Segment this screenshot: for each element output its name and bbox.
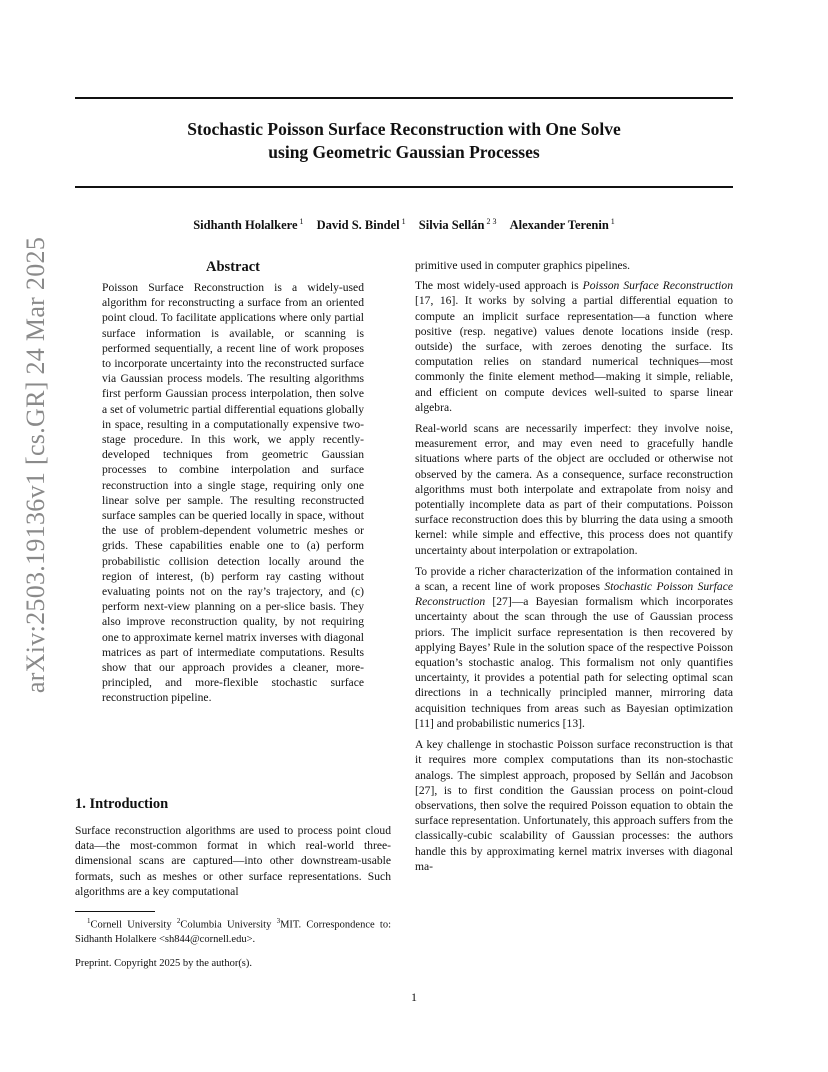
right-column (415, 258, 733, 880)
footnote-affiliation: Cornell University (90, 919, 177, 931)
author-name: David S. Bindel (316, 218, 400, 233)
paragraph-text: [27]—a Bayesian formalism which incorporates uncertainty about the scan through the use of Gaussian process priors. The implicit surface representation is then recovered by applying Bayes’ Rule in the solution space of the respective Poisson equation’s stochastic analog. This formalism not only quantifies uncertainty, it provides a potential path for selecting optimal scan directions in a technically principled manner, mirroring data acquisition techniques from areas such as Bayesian optimization [11] and probabilistic numerics [13]. (415, 595, 733, 730)
paragraph-text: The most widely-used approach is (415, 279, 583, 293)
title-top-rule (75, 97, 733, 99)
paragraph (415, 564, 733, 731)
arxiv-identifier-stamp (20, 236, 52, 694)
abstract-body: Poisson Surface Reconstruction is a widely-used algorithm for reconstructing a surface from an oriented point cloud. To facilitate applications where only partial surface information is available, or scanning is performed sequentially, a recent line of work proposes to incorporate uncertainty into the reconstructed surface via Gaussian process models. The resulting algorithms first perform Gaussian process interpolation, then solve a set of volumetric partial differential equations globally in space, resulting in a computationally expensive two-stage procedure. In this work, we apply recently-developed techniques from geometric Gaussian processes to combine interpolation and surface reconstruction into a single stage, requiring only one linear solve per sample. The resulting reconstructed surface samples can be queried locally in space, without the use of problem-dependent volumetric meshes or grids. These capabilities enable one to (a) perform probabilistic collision detection locally around the region of interest, (b) perform ray casting without evaluating points not on the ray’s trajectory, and (c) perform next-view planning on a per-slice basis. They also improve reconstruction quality, by not requiring one to approximate kernel matrix inverses with diagonal matrices as part of intermediate computations. Results show that our approach provides a cleaner, more-principled, and more-flexible stochastic surface reconstruction pipeline. (102, 281, 364, 705)
author (419, 218, 497, 232)
author-name: Silvia Sellán (418, 218, 485, 233)
paragraph: Real-world scans are necessarily imperfect: they involve noise, measurement error, and may even need to gracefully handle situations where parts of the object are occluded or otherwise not observed by the camera. As a consequence, surface reconstruction algorithms must both interpolate and extrapolate from noisy and potentially incomplete data as part of their computations. Poisson surface reconstruction does this by blurring the data using a smooth kernel: while simple and effective, this process does not quantify uncertainty about interpolation or extrapolation. (415, 422, 733, 557)
page-number: 1 (411, 990, 417, 1004)
arxiv-identifier-text: arXiv:2503.19136v1 [cs.GR] 24 Mar 2025 (21, 236, 50, 694)
affiliation-footnote (75, 914, 391, 947)
paragraph-text: [17, 16]. It works by solving a partial differential equation to compute an implicit surface representation—a function where positive (resp. negative) values denote locations inside (resp. outside) the surface, with zeroes denoting the surface. Its computation relies on standard numerical techniques—most commonly the finite element method—making it simple, reliable, and efficient on compute devices well-suited to sparse linear algebra. (415, 294, 733, 414)
author (193, 218, 303, 232)
author-affiliation-marker: 1 (299, 217, 304, 226)
author-list (75, 214, 733, 233)
left-column (75, 258, 391, 706)
emphasized-term: Poisson Surface Reconstruction (582, 279, 733, 293)
author-affiliation-marker: 2 3 (486, 217, 497, 226)
paragraph: A key challenge in stochastic Poisson surface reconstruction is that it requires more complex computations than its non-stochastic analogs. The simplest approach, proposed by Sellán and Jacobson [27], is to first condition the Gaussian process on point-cloud observations, then solve the required Poisson equation to obtain the surface representation. Unfortunately, this approach suffers from the classically-cubic scalability of Gaussian processes: the authors handle this by approximating kernel matrix inverses with diagonal ma- (415, 738, 733, 873)
title-bottom-rule (75, 186, 733, 188)
emphasized-term: Stochastic Poisson Surface Reconstruction (415, 580, 733, 609)
title-line-2: using Geometric Gaussian Processes (268, 142, 540, 162)
author-name: Alexander Terenin (509, 218, 609, 233)
footnote-marker: 2 (176, 917, 181, 925)
title-line-1: Stochastic Poisson Surface Reconstruction with One Solve (187, 119, 621, 139)
paper-title (75, 118, 733, 164)
abstract-heading: Abstract (206, 259, 260, 275)
paragraph-text: To provide a richer characterization of the information contained in a scan, a recent line of work proposes (415, 564, 733, 594)
author-affiliation-marker: 1 (401, 217, 406, 226)
footnote-marker: 3 (276, 917, 281, 925)
paragraph (415, 278, 733, 415)
author-name: Sidhanth Holalkere (193, 218, 298, 233)
author (317, 218, 406, 232)
paragraph-continuation: primitive used in computer graphics pipelines. (415, 259, 631, 272)
footnote-affiliation: MIT. Correspondence to: Sidhanth Holalkere <sh844@cornell.edu>. (75, 919, 391, 945)
section-heading-introduction: 1. Introduction (75, 796, 169, 812)
author (510, 218, 615, 232)
preprint-copyright-note: Preprint. Copyright 2025 by the author(s). (75, 958, 253, 969)
footnote-affiliation: Columbia University (180, 919, 277, 931)
introduction-paragraph: Surface reconstruction algorithms are used to process point cloud data—the most-common format in which real-world three-dimensional scans are captured—into other downstream-usable formats, such as meshes or other surface representations. Such algorithms are a key computational (75, 824, 391, 898)
footnote-marker: 1 (87, 917, 91, 925)
footnote-rule (75, 911, 155, 912)
author-affiliation-marker: 1 (610, 217, 615, 226)
